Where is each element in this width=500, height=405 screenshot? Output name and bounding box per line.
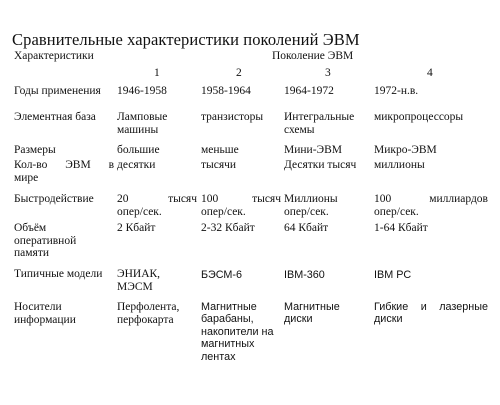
- cell-years-gen3: 1964-1972: [284, 85, 334, 97]
- row-label-memory-line2: оперативной: [14, 234, 77, 247]
- cell-storage-gen4-word3: лазерные: [439, 301, 488, 313]
- cell-speed-gen4: [374, 193, 488, 218]
- cell-element-base-gen2: транзисторы: [201, 111, 264, 123]
- cell-years-gen4: 1972-н.в.: [374, 85, 419, 97]
- row-label-speed: Быстродействие: [14, 193, 94, 205]
- cell-count-gen4: миллионы: [374, 159, 425, 171]
- cell-speed-gen1-num: 20: [117, 193, 129, 205]
- row-label-count-word2: ЭВМ: [65, 159, 91, 171]
- row-label-memory-line1: Объём: [14, 222, 47, 234]
- cell-storage-gen4: [374, 301, 488, 326]
- cell-years-gen1: 1946-1958: [117, 85, 167, 97]
- cell-models-gen1-line2: МЭСМ: [117, 280, 153, 293]
- row-label-count-line2: мире: [14, 171, 39, 184]
- cell-speed-gen4-word: миллиардов: [429, 193, 488, 205]
- row-label-element-base: Элементная база: [14, 111, 96, 123]
- row-label-count-word3: в: [108, 159, 114, 171]
- cell-speed-gen4-num: 100: [374, 193, 392, 205]
- cell-element-base-gen4: микропроцессоры: [374, 111, 464, 123]
- row-label-count-word1: Кол-во: [14, 159, 48, 171]
- cell-storage-gen3-line2: диски: [284, 313, 313, 326]
- cell-speed-gen1: [117, 193, 197, 218]
- generation-number-1: 1: [154, 67, 160, 79]
- row-label-memory-line3: памяти: [14, 247, 50, 260]
- row-label-models: Типичные модели: [14, 268, 103, 280]
- cell-speed-gen3-word: Миллионы: [284, 193, 338, 205]
- cell-storage-gen4-word1: Гибкие: [374, 301, 409, 313]
- cell-sizes-gen2: меньше: [201, 144, 239, 156]
- cell-models-gen1: [117, 268, 160, 293]
- header-generation: Поколение ЭВМ: [272, 50, 354, 62]
- cell-speed-gen2-num: 100: [201, 193, 219, 205]
- cell-speed-gen3: [284, 193, 338, 218]
- cell-storage-gen2-line5: лентах: [201, 350, 236, 363]
- row-label-sizes: Размеры: [14, 144, 56, 156]
- row-label-storage-line1: Носители: [14, 301, 62, 313]
- cell-sizes-gen4: Микро-ЭВМ: [374, 144, 437, 156]
- cell-models-gen4: IBM PC: [374, 269, 412, 281]
- cell-models-gen2: БЭСМ-6: [201, 269, 242, 281]
- cell-sizes-gen1: большие: [117, 144, 160, 156]
- page-title: Сравнительные характеристики поколений ЭВМ: [12, 30, 360, 49]
- cell-storage-gen2-line1: Магнитные: [201, 301, 257, 313]
- row-label-storage-line2: информации: [14, 313, 76, 326]
- cell-count-gen1: десятки: [117, 159, 156, 171]
- cell-storage-gen2-line3: накопители на: [201, 325, 274, 338]
- generation-number-2: 2: [236, 67, 242, 79]
- cell-sizes-gen3: Мини-ЭВМ: [284, 144, 343, 156]
- cell-memory-gen4: 1-64 Кбайт: [374, 222, 428, 234]
- cell-speed-gen1-word: тысяч: [168, 193, 197, 205]
- cell-storage-gen2-line4: магнитных: [201, 338, 255, 351]
- cell-memory-gen2: 2-32 Кбайт: [201, 222, 255, 234]
- cell-speed-gen2: [201, 193, 281, 218]
- cell-speed-gen1-unit: опер/сек.: [117, 205, 162, 218]
- cell-models-gen1-line1: ЭНИАК,: [117, 268, 161, 280]
- generation-number-4: 4: [427, 67, 433, 79]
- cell-storage-gen2: [201, 301, 273, 363]
- cell-speed-gen2-word: тысяч: [252, 193, 281, 205]
- cell-storage-gen1-line1: Перфолента,: [117, 301, 180, 313]
- cell-count-gen2: тысячи: [201, 159, 237, 171]
- cell-models-gen3: IBM-360: [284, 269, 325, 281]
- cell-storage-gen3: [284, 301, 340, 326]
- cell-speed-gen4-unit: опер/сек.: [374, 205, 419, 218]
- cell-memory-gen3: 64 Кбайт: [284, 222, 329, 234]
- cell-count-gen3: Десятки тысяч: [284, 159, 357, 171]
- cell-element-base-gen3: Интегральные схемы: [284, 111, 355, 136]
- cell-years-gen2: 1958-1964: [201, 85, 251, 97]
- generation-number-3: 3: [325, 67, 331, 79]
- cell-storage-gen4-word2: и: [420, 301, 427, 313]
- cell-memory-gen1: 2 Кбайт: [117, 222, 156, 234]
- cell-speed-gen2-unit: опер/сек.: [201, 205, 246, 218]
- header-characteristics: Характеристики: [14, 50, 94, 62]
- cell-storage-gen1-line2: перфокарта: [117, 313, 174, 326]
- cell-storage-gen4-line2: диски: [374, 313, 403, 326]
- cell-speed-gen3-unit: опер/сек.: [284, 205, 329, 218]
- cell-element-base-gen1: Ламповые машины: [117, 111, 168, 136]
- row-label-count: [14, 159, 114, 184]
- cell-storage-gen2-line2: барабаны,: [201, 313, 254, 326]
- row-label-storage: [14, 301, 76, 326]
- row-label-years: Годы применения: [14, 85, 101, 97]
- cell-storage-gen1: [117, 301, 179, 326]
- row-label-memory: [14, 222, 76, 260]
- cell-storage-gen3-line1: Магнитные: [284, 301, 340, 313]
